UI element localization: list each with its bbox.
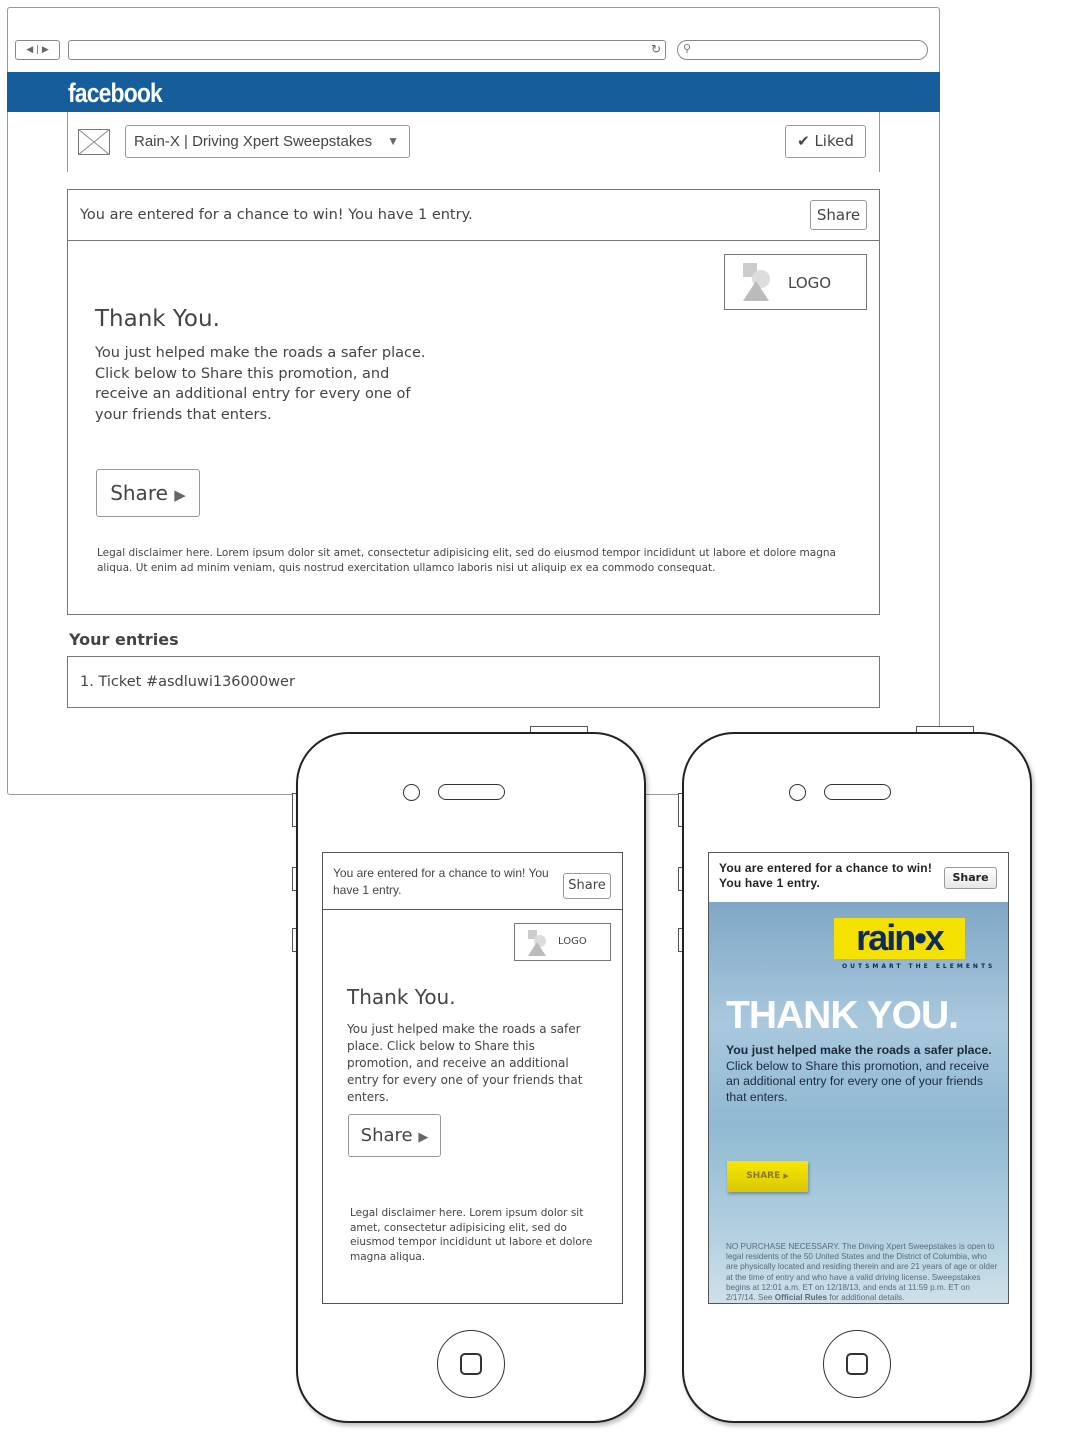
share-button[interactable] [348,1114,441,1157]
home-button[interactable] [437,1330,505,1398]
thank-you-heading: THANK YOU. [726,994,958,1037]
liked-label: Liked [814,132,854,150]
logo-label: LOGO [788,274,832,292]
play-arrow-icon: ▶ [418,1130,429,1145]
legal-disclaimer: Legal disclaimer here. Lorem ipsum dolor sit amet, consectetur adipisicing elit, sed do eiusmod tempor incididunt ut labore et dolore magna aliqua. Ut enim ad minim veniam, quis nostrud exercitation ullamco laboris nisi ut aliquip ex ea commodo consequat. [97,547,836,574]
search-icon: ⚲ [683,42,692,55]
back-forward-buttons[interactable]: ◀ | ▶ [15,40,60,60]
page-name: Rain-X | Driving Xpert Sweepstakes [134,133,373,150]
speaker-icon [438,784,505,800]
tagline: OUTSMART THE ELEMENTS [842,963,996,970]
thank-you-body: Click below to Share this promotion, and receive an additional entry for every one of your friends that enters. [726,1058,990,1105]
legal-tail: for additional details. [827,1293,905,1303]
entry-banner-text: You are entered for a chance to win! You have 1 entry. [719,861,933,890]
thank-you-heading: Thank You. [347,985,456,1009]
logo-placeholder [514,923,611,961]
thank-you-heading: Thank You. [95,306,220,332]
phone-design-screen [708,852,1009,1304]
divider [323,909,623,910]
share-label: SHARE [746,1171,781,1181]
page-name-dropdown[interactable] [125,125,410,158]
share-button[interactable] [96,469,200,517]
play-arrow-icon: ▶ [174,486,186,504]
page-image-placeholder-icon [78,129,110,155]
official-rules-link[interactable]: Official Rules [774,1293,828,1303]
banner-share-button[interactable]: Share [944,867,997,889]
logo-shapes-icon [527,930,547,956]
entries-list [67,656,880,708]
share-label: Share [110,481,168,505]
share-label: Share [360,1125,413,1146]
speaker-icon [824,784,891,800]
sky-background [709,902,1009,1304]
entry-banner-text: You are entered for a chance to win! You have 1 entry. [333,866,549,897]
facebook-logo[interactable]: facebook [68,78,162,108]
browser-search-input[interactable] [677,40,928,60]
entry-item: 1. Ticket #asdluwi136000wer [80,674,295,690]
reload-icon[interactable]: ↻ [650,42,661,56]
camera-icon [403,784,420,801]
logo-shapes-icon [741,263,771,301]
play-arrow-icon: ▶ [783,1172,789,1180]
share-button[interactable] [727,1161,808,1192]
chevron-down-icon: ▼ [387,134,399,148]
entries-title: Your entries [69,630,179,649]
phone-wireframe-screen [322,852,623,1304]
legal-disclaimer: Legal disclaimer here. Lorem ipsum dolor sit amet, consectetur adipisicing elit, sed do eiusmod tempor incididunt ut labore et dolore magna aliqua. [350,1207,593,1263]
liked-button[interactable] [785,125,866,158]
thank-you-body: You just helped make the roads a safer place. Click below to Share this promotion, and receive an additional entry for every one of your friends that enters. [347,1022,583,1104]
thank-you-body: You just helped make the roads a safer place. Click below to Share this promotion, and receive an additional entry for every one of your friends that enters. [95,345,426,424]
address-bar[interactable] [68,40,666,60]
logo-placeholder [724,254,867,310]
home-button[interactable] [823,1330,891,1398]
banner-share-button[interactable]: Share [563,873,611,899]
banner-share-button[interactable]: Share [810,200,867,230]
entry-banner-text: You are entered for a chance to win! You have 1 entry. [80,207,473,223]
legal-body: NO PURCHASE NECESSARY. The Driving Xpert Sweepstakes is open to legal residents of the 50 United States and the District of Columbia, who are physically located and residing therein and are 21 years of age or older at the time of entry and who have a valid driving license. Sweepstakes begins at 12:01 a.m. ET on 12/18/13, and ends at 11:59 p.m. ET on 2/17/14. See [726,1242,998,1303]
camera-icon [789,784,806,801]
check-icon: ✔ [797,132,815,150]
thank-you-lead: You just helped make the roads a safer place. [726,1043,992,1057]
logo-label: LOGO [558,936,587,947]
rainx-logo: rain•x [834,918,965,959]
legal-text [726,1242,998,1303]
